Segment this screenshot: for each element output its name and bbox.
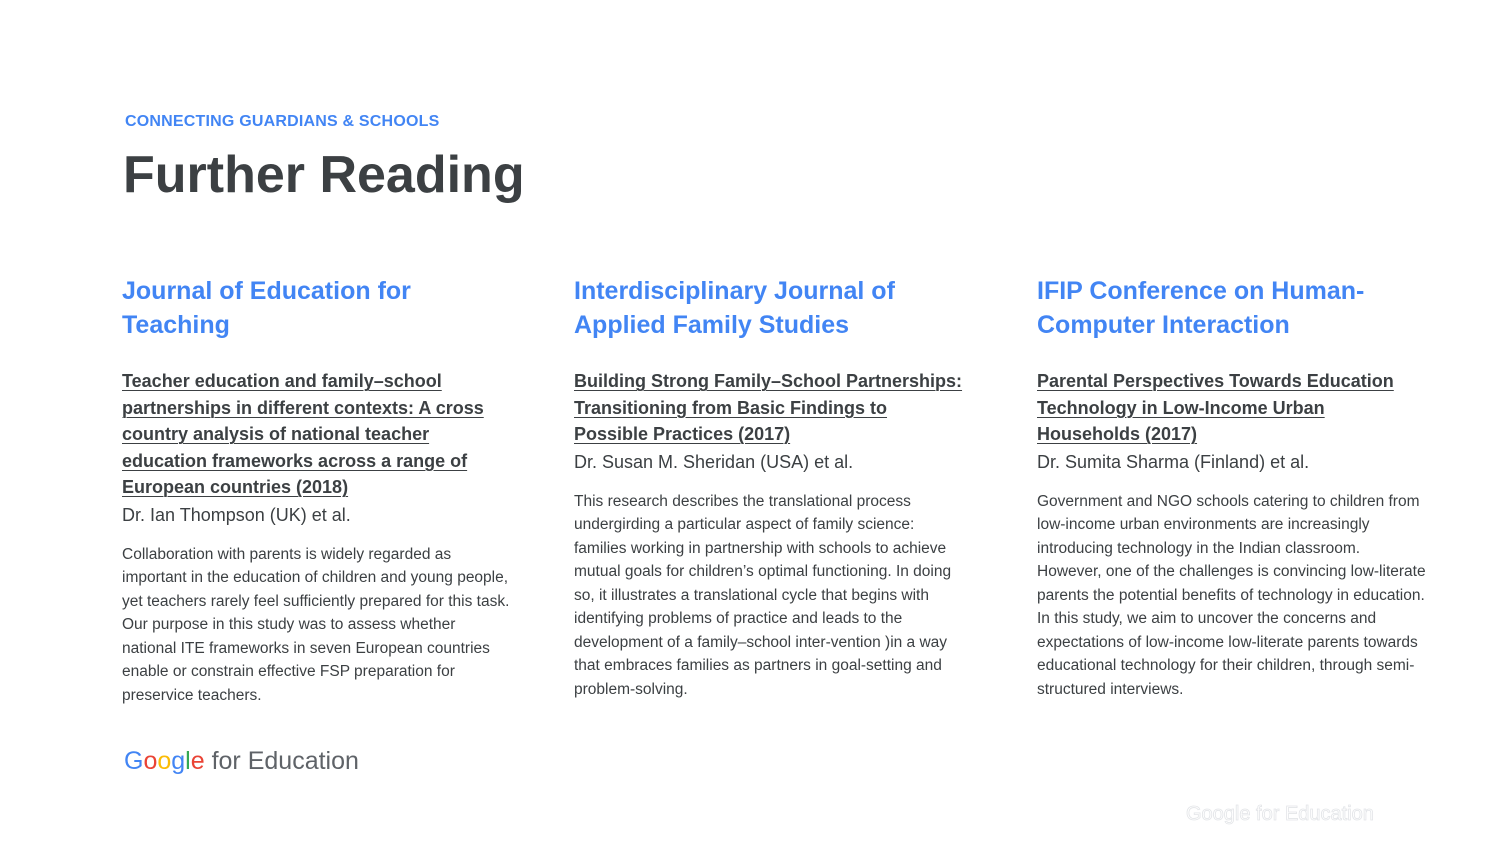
journal-name: Interdisciplinary Journal of Applied Family Studies	[574, 277, 895, 339]
reading-card-2	[574, 274, 964, 701]
article-link[interactable]: Teacher education and family–school partnerships in different contexts: A cross country analysis of national teacher education frameworks across a range of European countries (2018)	[122, 371, 484, 497]
article-link[interactable]: Parental Perspectives Towards Education Technology in Low-Income Urban Households (2017)	[1037, 371, 1394, 444]
journal-name: Journal of Education for Teaching	[122, 277, 411, 339]
article-authors: Dr. Susan M. Sheridan (USA) et al.	[574, 451, 854, 472]
article-abstract: This research describes the translational process undergirding a particular aspect of family science: families working in partnership with schools to achieve mutual goals for children’s optimal functioning. In doing so, it illustrates a translational cycle that begins with identifying problems of practice and leads to the development of a family–school inter-vention )in a way that embraces families as partners in goal-setting and problem-solving.	[574, 492, 952, 698]
google-for-education-logo: Google for Education	[124, 747, 359, 775]
reading-card-3	[1037, 274, 1427, 701]
article-abstract: Government and NGO schools catering to children from low-income urban environments are increasingly introducing technology in the Indian classroom. However, one of the challenges is convincing low-literate parents the potential benefits of technology in education. In this study, we aim to uncover the concerns and expectations of low-income low-literate parents towards educational technology for their children, through semi-structured interviews.	[1037, 492, 1426, 698]
article-authors: Dr. Sumita Sharma (Finland) et al.	[1037, 451, 1310, 472]
article-abstract: Collaboration with parents is widely regarded as important in the education of children and young people, yet teachers rarely feel sufficiently prepared for this task. Our purpose in this study was to assess whether national ITE frameworks in seven European countries enable or constrain effective FSP preparation for preservice teachers.	[122, 545, 510, 704]
reading-card-1	[122, 274, 512, 707]
article-authors: Dr. Ian Thompson (UK) et al.	[122, 504, 351, 525]
page-title: Further Reading	[123, 146, 525, 204]
watermark-logo: Google for Education	[1186, 803, 1374, 825]
journal-name: IFIP Conference on Human-Computer Interaction	[1037, 277, 1365, 339]
article-link[interactable]: Building Strong Family–School Partnerships: Transitioning from Basic Findings to Possible Practices (2017)	[574, 371, 963, 444]
section-eyebrow: CONNECTING GUARDIANS & SCHOOLS	[125, 113, 440, 130]
